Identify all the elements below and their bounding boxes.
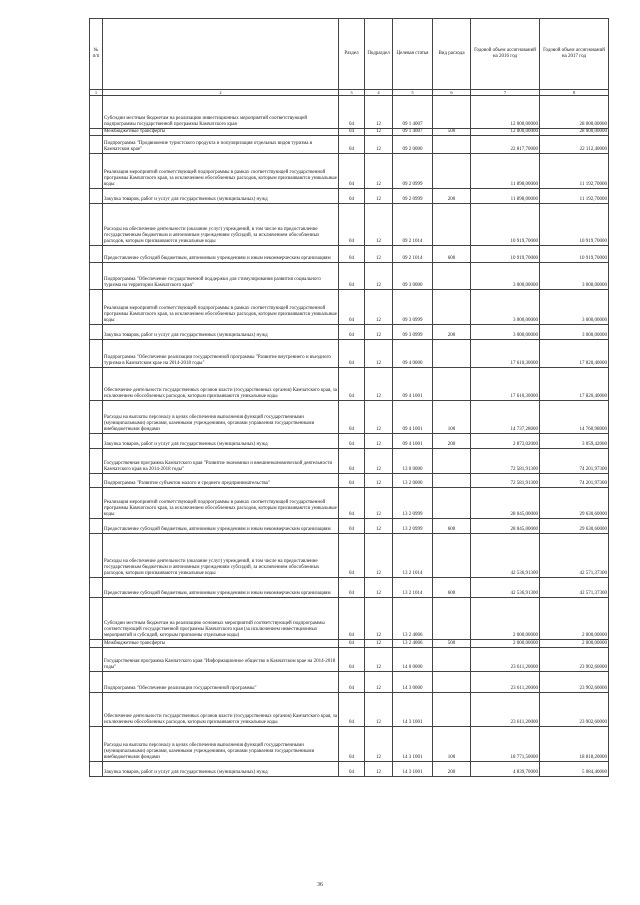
row-razdel-cell: 04 (339, 246, 365, 263)
row-podrazdel-cell: 12 (365, 672, 393, 693)
table-row (90, 474, 609, 488)
row-2017-cell: 14 760,98000 (540, 401, 609, 434)
row-tsel-cell: 09 4 1001 (393, 368, 433, 401)
row-vid-cell: 500 (433, 129, 471, 136)
row-2017-cell: 2 000,00000 (540, 640, 609, 648)
row-name-cell: Закупка товаров, работ и услуг для государственных (муниципальных) нужд (103, 762, 339, 777)
row-podrazdel-cell: 12 (365, 136, 393, 154)
row-razdel-cell: 04 (339, 136, 365, 154)
row-razdel-cell: 04 (339, 598, 365, 640)
table-row (90, 129, 609, 136)
row-name-cell: Расходы на выплаты персоналу в целях обеспечения выполнения функций государственными (муниципальными) органами, казенными учреждениями, органами управления государственными внебюджетными фондами (103, 401, 339, 434)
row-tsel-cell: 13 2 0999 (393, 519, 433, 534)
row-name-cell: Межбюджетные трансферты (103, 129, 339, 136)
row-2017-cell: 74 201,97300 (540, 474, 609, 488)
row-vid-cell (433, 488, 471, 519)
row-name-cell: Закупка товаров, работ и услуг для государственных (муниципальных) нужд (103, 189, 339, 204)
row-podrazdel-cell: 12 (365, 578, 393, 598)
row-vid-cell: 200 (433, 189, 471, 204)
row-vid-cell (433, 136, 471, 154)
row-num-cell (90, 672, 103, 693)
row-num-cell (90, 401, 103, 434)
row-num-cell (90, 136, 103, 154)
table-row (90, 762, 609, 777)
row-2016-cell: 10 919,70000 (471, 246, 540, 263)
row-num-cell (90, 263, 103, 290)
table-row (90, 368, 609, 401)
row-vid-cell (433, 534, 471, 578)
row-num-cell (90, 129, 103, 136)
row-2016-cell: 3 000,00000 (471, 263, 540, 290)
column-number: 4 (365, 90, 393, 96)
row-name-cell: Межбюджетные трансферты (103, 640, 339, 648)
row-razdel-cell: 04 (339, 401, 365, 434)
row-2017-cell: 17 820,40000 (540, 340, 609, 368)
row-razdel-cell: 04 (339, 129, 365, 136)
row-num-cell (90, 640, 103, 648)
row-tsel-cell: 13 2 4006 (393, 640, 433, 648)
row-name-cell: Предоставление субсидий бюджетным, автономным учреждениям и иным некоммерческим организациям (103, 519, 339, 534)
header-2016: Годовой объем ассигнований на 2016 год (471, 19, 540, 90)
row-podrazdel-cell: 12 (365, 96, 393, 129)
row-name-cell: Подпрограмма "Обеспечение государственной поддержки для стимулирования развития социального туризма на территории Камчатского края" (103, 263, 339, 290)
column-number: 2 (103, 90, 339, 96)
row-2017-cell: 17 820,40000 (540, 368, 609, 401)
table-row (90, 263, 609, 290)
row-name-cell: Подпрограмма "Обеспечение реализации государственной программы "Развитие внутреннего и въездного туризма в Камчатском крае на 2014-2018 годы" (103, 340, 339, 368)
row-razdel-cell: 04 (339, 578, 365, 598)
table-row (90, 96, 609, 129)
row-vid-cell (433, 340, 471, 368)
header-row (90, 19, 609, 90)
row-tsel-cell: 13 2 1014 (393, 578, 433, 598)
row-2017-cell: 11 192,70000 (540, 189, 609, 204)
row-vid-cell (433, 368, 471, 401)
row-vid-cell: 100 (433, 727, 471, 762)
row-num-cell (90, 204, 103, 246)
row-name-cell: Расходы на выплаты персоналу в целях обеспечения выполнения функций государственными (муниципальными) органами, казенными учреждениями, органами управления государственными внебюджетными фондами (103, 727, 339, 762)
row-razdel-cell: 04 (339, 640, 365, 648)
row-2017-cell: 22 112,40000 (540, 136, 609, 154)
row-2016-cell: 2 873,02000 (471, 434, 540, 449)
row-name-cell: Субсидии местным бюджетам на реализацию инвестиционных мероприятий соответствующей подпрограммы государственной программы Камчатского края (103, 96, 339, 129)
row-2017-cell: 10 919,70000 (540, 204, 609, 246)
row-num-cell (90, 96, 103, 129)
row-podrazdel-cell: 12 (365, 325, 393, 340)
row-tsel-cell: 09 2 1014 (393, 246, 433, 263)
row-2016-cell: 28 045,00000 (471, 519, 540, 534)
row-vid-cell: 100 (433, 401, 471, 434)
header-tsel: Целевая статья (393, 19, 433, 90)
row-razdel-cell: 04 (339, 204, 365, 246)
column-number: 5 (393, 90, 433, 96)
row-2017-cell: 10 919,70000 (540, 246, 609, 263)
header-num: № п/п (90, 19, 103, 90)
row-2017-cell: 29 630,60000 (540, 488, 609, 519)
row-tsel-cell: 13 2 1014 (393, 534, 433, 578)
row-name-cell: Государственная программа Камчатского края "Развитие экономики и внешнеэкономической деятельности Камчатского края на 2014-2018 годы" (103, 449, 339, 474)
column-number: 3 (339, 90, 365, 96)
row-2016-cell: 2 000,00000 (471, 640, 540, 648)
row-podrazdel-cell: 12 (365, 519, 393, 534)
row-name-cell: Реализация мероприятий соответствующей подпрограммы в рамках соответствующей государственной программы Камчатского края, за исключением обособленных расходов, которым присваиваются уникальные коды (103, 290, 339, 325)
row-vid-cell: 600 (433, 519, 471, 534)
row-num-cell (90, 693, 103, 727)
table-row (90, 434, 609, 449)
row-razdel-cell: 04 (339, 368, 365, 401)
row-vid-cell (433, 263, 471, 290)
row-2017-cell: 3 000,00000 (540, 325, 609, 340)
header-vid: Вид расхода (433, 19, 471, 90)
row-razdel-cell: 04 (339, 648, 365, 672)
row-2017-cell: 42 571,37300 (540, 534, 609, 578)
row-vid-cell (433, 154, 471, 189)
row-2017-cell: 23 902,60000 (540, 693, 609, 727)
table-row (90, 340, 609, 368)
row-tsel-cell: 13 2 0999 (393, 488, 433, 519)
row-podrazdel-cell: 12 (365, 154, 393, 189)
row-podrazdel-cell: 12 (365, 449, 393, 474)
row-2016-cell: 23 611,20000 (471, 672, 540, 693)
row-2016-cell: 28 045,00000 (471, 488, 540, 519)
table-row (90, 488, 609, 519)
row-podrazdel-cell: 12 (365, 434, 393, 449)
row-2016-cell: 11 898,00000 (471, 154, 540, 189)
row-num-cell (90, 154, 103, 189)
row-podrazdel-cell: 12 (365, 648, 393, 672)
row-name-cell: Реализация мероприятий соответствующей подпрограммы в рамках соответствующей государственной программы Камчатского края, за исключением обособленных расходов, которым присваиваются уникальные коды (103, 488, 339, 519)
row-vid-cell (433, 693, 471, 727)
row-razdel-cell: 04 (339, 488, 365, 519)
column-number: 6 (433, 90, 471, 96)
row-podrazdel-cell: 12 (365, 129, 393, 136)
header-2017: Годовой объем ассигнований на 2017 год (540, 19, 609, 90)
row-tsel-cell: 09 1 4007 (393, 96, 433, 129)
row-tsel-cell: 14 3 1001 (393, 693, 433, 727)
column-number: 8 (540, 90, 609, 96)
row-tsel-cell: 09 4 1001 (393, 401, 433, 434)
row-name-cell: Подпрограмма "Развитие субъектов малого и среднего предпринимательства" (103, 474, 339, 488)
row-podrazdel-cell: 12 (365, 368, 393, 401)
row-2017-cell: 18 818,20000 (540, 727, 609, 762)
row-podrazdel-cell: 12 (365, 534, 393, 578)
row-tsel-cell: 09 4 0000 (393, 340, 433, 368)
row-razdel-cell: 04 (339, 434, 365, 449)
table-row (90, 136, 609, 154)
row-num-cell (90, 290, 103, 325)
table-row (90, 578, 609, 598)
row-tsel-cell: 09 2 0999 (393, 154, 433, 189)
row-vid-cell: 600 (433, 578, 471, 598)
row-razdel-cell: 04 (339, 474, 365, 488)
row-num-cell (90, 727, 103, 762)
header-razdel: Раздел (339, 19, 365, 90)
row-vid-cell (433, 648, 471, 672)
table-row (90, 449, 609, 474)
row-2017-cell: 23 902,60000 (540, 672, 609, 693)
row-2016-cell: 17 610,30000 (471, 340, 540, 368)
row-vid-cell (433, 474, 471, 488)
row-2016-cell: 11 898,00000 (471, 189, 540, 204)
row-razdel-cell: 04 (339, 325, 365, 340)
row-tsel-cell: 13 2 0000 (393, 474, 433, 488)
row-tsel-cell: 09 1 4007 (393, 129, 433, 136)
row-2016-cell: 23 611,20000 (471, 693, 540, 727)
table-row (90, 189, 609, 204)
row-vid-cell (433, 449, 471, 474)
row-razdel-cell: 04 (339, 263, 365, 290)
row-num-cell (90, 578, 103, 598)
row-name-cell: Закупка товаров, работ и услуг для государственных (муниципальных) нужд (103, 434, 339, 449)
row-name-cell: Предоставление субсидий бюджетным, автономным учреждениям и иным некоммерческим организациям (103, 578, 339, 598)
row-tsel-cell: 09 2 1014 (393, 204, 433, 246)
row-num-cell (90, 246, 103, 263)
row-num-cell (90, 434, 103, 449)
row-razdel-cell: 04 (339, 519, 365, 534)
table-row (90, 693, 609, 727)
row-podrazdel-cell: 12 (365, 204, 393, 246)
row-2017-cell: 23 902,60000 (540, 648, 609, 672)
row-vid-cell: 200 (433, 325, 471, 340)
row-num-cell (90, 598, 103, 640)
row-vid-cell (433, 290, 471, 325)
row-name-cell: Расходы на обеспечение деятельности (оказание услуг) учреждений, в том числе на предоставление государственным бюджетным и автономным учреждениям субсидий, за исключением обособленных расходов, которым присваиваются уникальные коды (103, 534, 339, 578)
page-number: 36 (317, 882, 323, 888)
row-tsel-cell: 09 4 1001 (393, 434, 433, 449)
table-row (90, 401, 609, 434)
row-tsel-cell: 14 3 0000 (393, 672, 433, 693)
row-vid-cell (433, 672, 471, 693)
row-2016-cell: 23 611,20000 (471, 648, 540, 672)
row-2017-cell: 29 630,60000 (540, 519, 609, 534)
row-2016-cell: 42 536,91300 (471, 534, 540, 578)
row-podrazdel-cell: 12 (365, 290, 393, 325)
table-row (90, 598, 609, 640)
table-row (90, 246, 609, 263)
row-2016-cell: 3 000,00000 (471, 325, 540, 340)
row-podrazdel-cell: 12 (365, 474, 393, 488)
row-tsel-cell: 14 0 0000 (393, 648, 433, 672)
row-vid-cell: 600 (433, 246, 471, 263)
row-podrazdel-cell: 12 (365, 488, 393, 519)
column-number: 7 (471, 90, 540, 96)
row-num-cell (90, 449, 103, 474)
row-name-cell: Подпрограмма "Продвижение туристского продукта и популяризация отдельных видов туризма в Камчатском крае" (103, 136, 339, 154)
row-num-cell (90, 648, 103, 672)
row-2016-cell: 10 919,70000 (471, 204, 540, 246)
table-row (90, 534, 609, 578)
row-name-cell: Закупка товаров, работ и услуг для государственных (муниципальных) нужд (103, 325, 339, 340)
column-number: 1 (90, 90, 103, 96)
row-vid-cell: 200 (433, 434, 471, 449)
row-2017-cell: 2 000,00000 (540, 598, 609, 640)
row-vid-cell: 200 (433, 762, 471, 777)
row-name-cell: Субсидии местным бюджетам на реализацию основных мероприятий соответствующей подпрограммы соответствующей государственной программы Камчатского края (за исключением инвестиционных мероприятий и субсидий, которым присвоены отдельные коды) (103, 598, 339, 640)
row-2016-cell: 14 737,28000 (471, 401, 540, 434)
table-row (90, 727, 609, 762)
row-2016-cell: 72 581,91300 (471, 474, 540, 488)
table-row (90, 519, 609, 534)
row-2016-cell: 22 817,70000 (471, 136, 540, 154)
budget-table (89, 18, 609, 777)
row-num-cell (90, 189, 103, 204)
row-2017-cell: 5 084,40000 (540, 762, 609, 777)
row-podrazdel-cell: 12 (365, 727, 393, 762)
row-num-cell (90, 368, 103, 401)
row-podrazdel-cell: 12 (365, 263, 393, 290)
row-tsel-cell: 13 0 0000 (393, 449, 433, 474)
row-2017-cell: 28 000,00000 (540, 129, 609, 136)
row-2016-cell: 12 000,00000 (471, 96, 540, 129)
row-vid-cell (433, 204, 471, 246)
table-row (90, 640, 609, 648)
row-2016-cell: 3 000,00000 (471, 290, 540, 325)
row-2016-cell: 2 000,00000 (471, 598, 540, 640)
row-2016-cell: 72 581,91300 (471, 449, 540, 474)
row-razdel-cell: 04 (339, 290, 365, 325)
row-num-cell (90, 534, 103, 578)
row-vid-cell: 500 (433, 640, 471, 648)
row-podrazdel-cell: 12 (365, 246, 393, 263)
row-2017-cell: 3 000,00000 (540, 290, 609, 325)
row-2016-cell: 17 610,30000 (471, 368, 540, 401)
row-num-cell (90, 519, 103, 534)
row-podrazdel-cell: 12 (365, 401, 393, 434)
header-podrazdel: Подраздел (365, 19, 393, 90)
row-2016-cell: 12 000,00000 (471, 129, 540, 136)
row-razdel-cell: 04 (339, 672, 365, 693)
row-tsel-cell: 14 3 1001 (393, 727, 433, 762)
row-podrazdel-cell: 12 (365, 189, 393, 204)
row-tsel-cell: 09 3 0000 (393, 263, 433, 290)
row-num-cell (90, 325, 103, 340)
row-tsel-cell: 13 2 4006 (393, 598, 433, 640)
table-row (90, 204, 609, 246)
row-2017-cell: 28 000,00000 (540, 96, 609, 129)
row-razdel-cell: 04 (339, 762, 365, 777)
row-tsel-cell: 09 3 0999 (393, 290, 433, 325)
row-razdel-cell: 04 (339, 727, 365, 762)
row-2016-cell: 42 536,91300 (471, 578, 540, 598)
row-podrazdel-cell: 12 (365, 340, 393, 368)
row-2017-cell: 42 571,37300 (540, 578, 609, 598)
row-razdel-cell: 04 (339, 449, 365, 474)
row-podrazdel-cell: 12 (365, 598, 393, 640)
row-2017-cell: 3 000,00000 (540, 263, 609, 290)
row-razdel-cell: 04 (339, 154, 365, 189)
row-vid-cell (433, 96, 471, 129)
table-row (90, 290, 609, 325)
row-podrazdel-cell: 12 (365, 640, 393, 648)
row-2016-cell: 4 839,70000 (471, 762, 540, 777)
row-tsel-cell: 09 2 0999 (393, 189, 433, 204)
row-2016-cell: 18 771,50000 (471, 727, 540, 762)
table-row (90, 672, 609, 693)
row-name-cell: Расходы на обеспечение деятельности (оказание услуг) учреждений, в том числе на предоставление государственным бюджетным и автономным учреждениям субсидий, за исключением обособленных расходов, которым присваиваются уникальные коды (103, 204, 339, 246)
row-2017-cell: 3 059,42000 (540, 434, 609, 449)
row-name-cell: Обеспечение деятельности государственных органов власти (государственных органов) Камчатского края, за исключением обособленных расходов, которым присваиваются уникальные коды (103, 693, 339, 727)
row-name-cell: Реализация мероприятий соответствующей подпрограммы в рамках соответствующей государственной программы Камчатского края, за исключением обособленных расходов, которым присваиваются уникальные коды (103, 154, 339, 189)
row-tsel-cell: 14 3 1001 (393, 762, 433, 777)
row-podrazdel-cell: 12 (365, 693, 393, 727)
row-razdel-cell: 04 (339, 96, 365, 129)
row-name-cell: Предоставление субсидий бюджетным, автономным учреждениям и иным некоммерческим организациям (103, 246, 339, 263)
table-row (90, 325, 609, 340)
row-num-cell (90, 762, 103, 777)
row-num-cell (90, 340, 103, 368)
table-row (90, 154, 609, 189)
header-name (103, 19, 339, 90)
row-name-cell: Подпрограмма "Обеспечение реализации государственной программы" (103, 672, 339, 693)
table-row (90, 648, 609, 672)
row-razdel-cell: 04 (339, 534, 365, 578)
row-name-cell: Государственная программа Камчатского края "Информационное общество в Камчатском крае на 2014-2018 годы" (103, 648, 339, 672)
row-razdel-cell: 04 (339, 189, 365, 204)
row-razdel-cell: 04 (339, 340, 365, 368)
row-tsel-cell: 09 2 0000 (393, 136, 433, 154)
row-tsel-cell: 09 3 0999 (393, 325, 433, 340)
row-vid-cell (433, 598, 471, 640)
row-name-cell: Обеспечение деятельности государственных органов власти (государственных органов) Камчатского края, за исключением обособленных расходов, которым присваиваются уникальные коды (103, 368, 339, 401)
row-2017-cell: 74 201,97300 (540, 449, 609, 474)
row-2017-cell: 11 192,70000 (540, 154, 609, 189)
row-razdel-cell: 04 (339, 693, 365, 727)
row-num-cell (90, 488, 103, 519)
row-podrazdel-cell: 12 (365, 762, 393, 777)
row-num-cell (90, 474, 103, 488)
